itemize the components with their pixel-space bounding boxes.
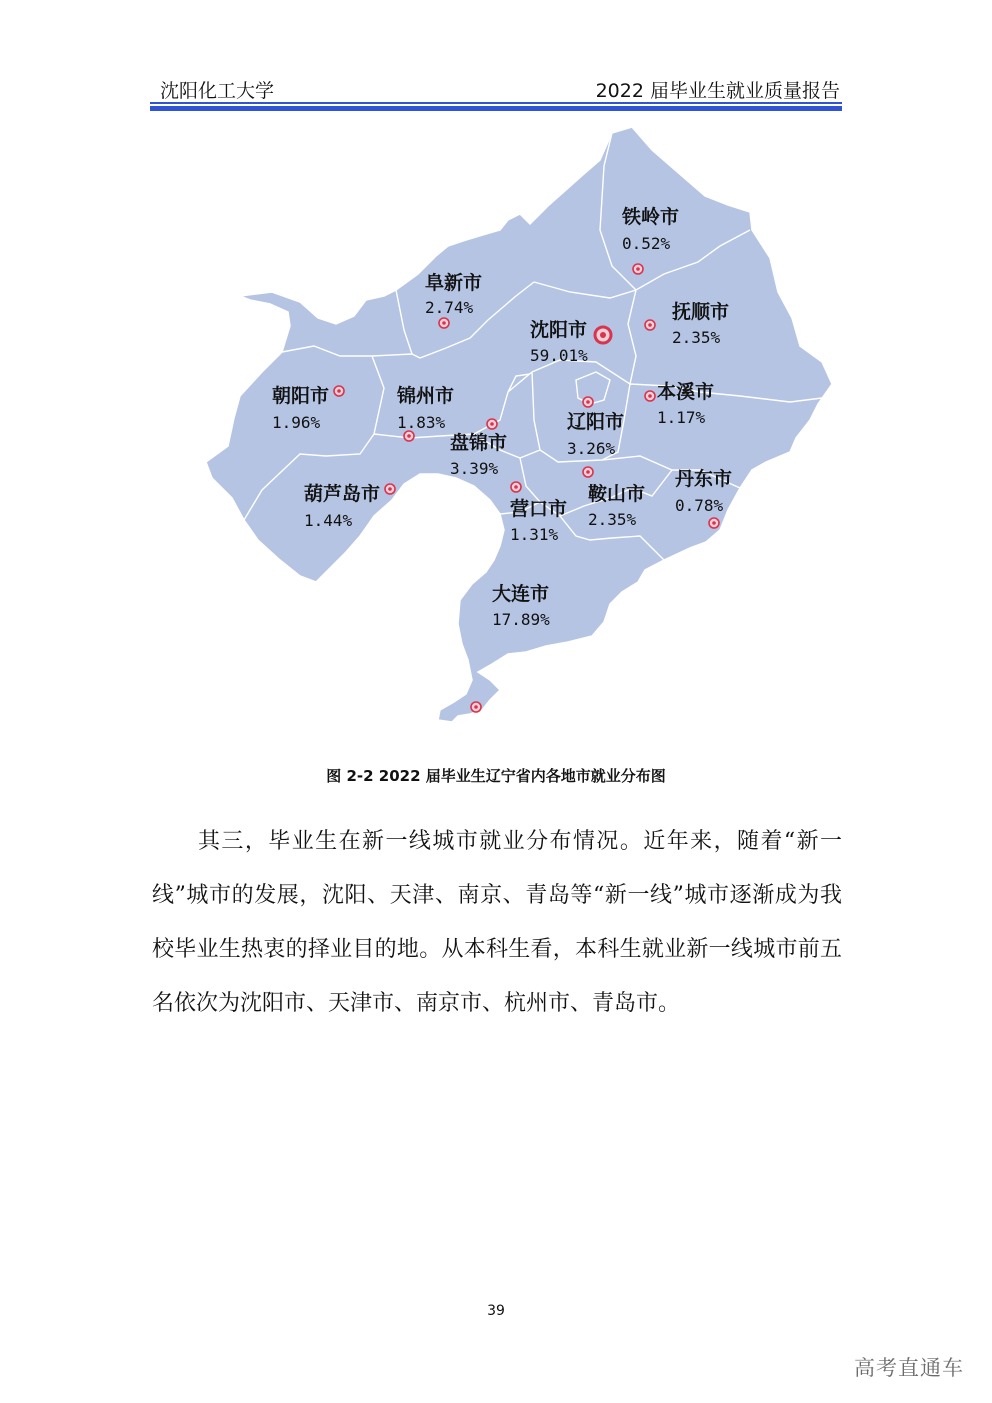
- city-name-panjin: 盘锦市: [450, 432, 508, 454]
- city-name-fushun: 抚顺市: [672, 301, 730, 323]
- city-name-chaoyang: 朝阳市: [272, 385, 330, 407]
- city-pct-benxi: 1.17%: [657, 408, 706, 427]
- city-pct-anshan: 2.35%: [588, 510, 637, 529]
- figure-caption: 图 2-2 2022 届毕业生辽宁省内各地市就业分布图: [326, 767, 666, 785]
- city-name-shenyang: 沈阳市: [530, 319, 588, 341]
- city-name-dalian: 大连市: [492, 583, 550, 605]
- city-pct-chaoyang: 1.96%: [272, 413, 321, 432]
- city-name-yingkou: 营口市: [510, 498, 568, 520]
- city-pct-fushun: 2.35%: [672, 328, 721, 347]
- city-pct-tieling: 0.52%: [622, 234, 671, 253]
- header-left: 沈阳化工大学: [160, 80, 275, 102]
- city-name-anshan: 鞍山市: [588, 483, 646, 505]
- city-name-dandong: 丹东市: [675, 468, 733, 490]
- city-pct-panjin: 3.39%: [450, 459, 499, 478]
- city-name-tieling: 铁岭市: [622, 206, 680, 228]
- city-pct-jinzhou: 1.83%: [397, 413, 446, 432]
- city-pct-dandong: 0.78%: [675, 496, 724, 515]
- watermark: 高考直通车: [854, 1356, 964, 1380]
- city-pct-dalian: 17.89%: [492, 610, 550, 629]
- header-right: 2022 届毕业生就业质量报告: [595, 80, 840, 102]
- city-name-benxi: 本溪市: [657, 381, 715, 403]
- city-pct-huludao: 1.44%: [304, 511, 353, 530]
- body-paragraph: 其三，毕业生在新一线城市就业分布情况。近年来，随着“新一线”城市的发展，沈阳、天津、南京、青岛等“新一线”城市逐渐成为我校毕业生热衷的择业目的地。从本科生看，本科生就业新一线城市前五名依次为沈阳市、天津市、南京市、杭州市、青岛市。: [152, 829, 842, 1016]
- city-pct-liaoyang: 3.26%: [567, 439, 616, 458]
- city-pct-shenyang: 59.01%: [530, 346, 588, 365]
- city-pct-yingkou: 1.31%: [510, 525, 559, 544]
- city-name-jinzhou: 锦州市: [397, 385, 455, 407]
- city-name-fuxin: 阜新市: [425, 272, 483, 294]
- city-name-liaoyang: 辽阳市: [567, 411, 625, 433]
- city-pct-fuxin: 2.74%: [425, 298, 474, 317]
- city-name-huludao: 葫芦岛市: [304, 483, 381, 505]
- page-number: 39: [487, 1303, 505, 1319]
